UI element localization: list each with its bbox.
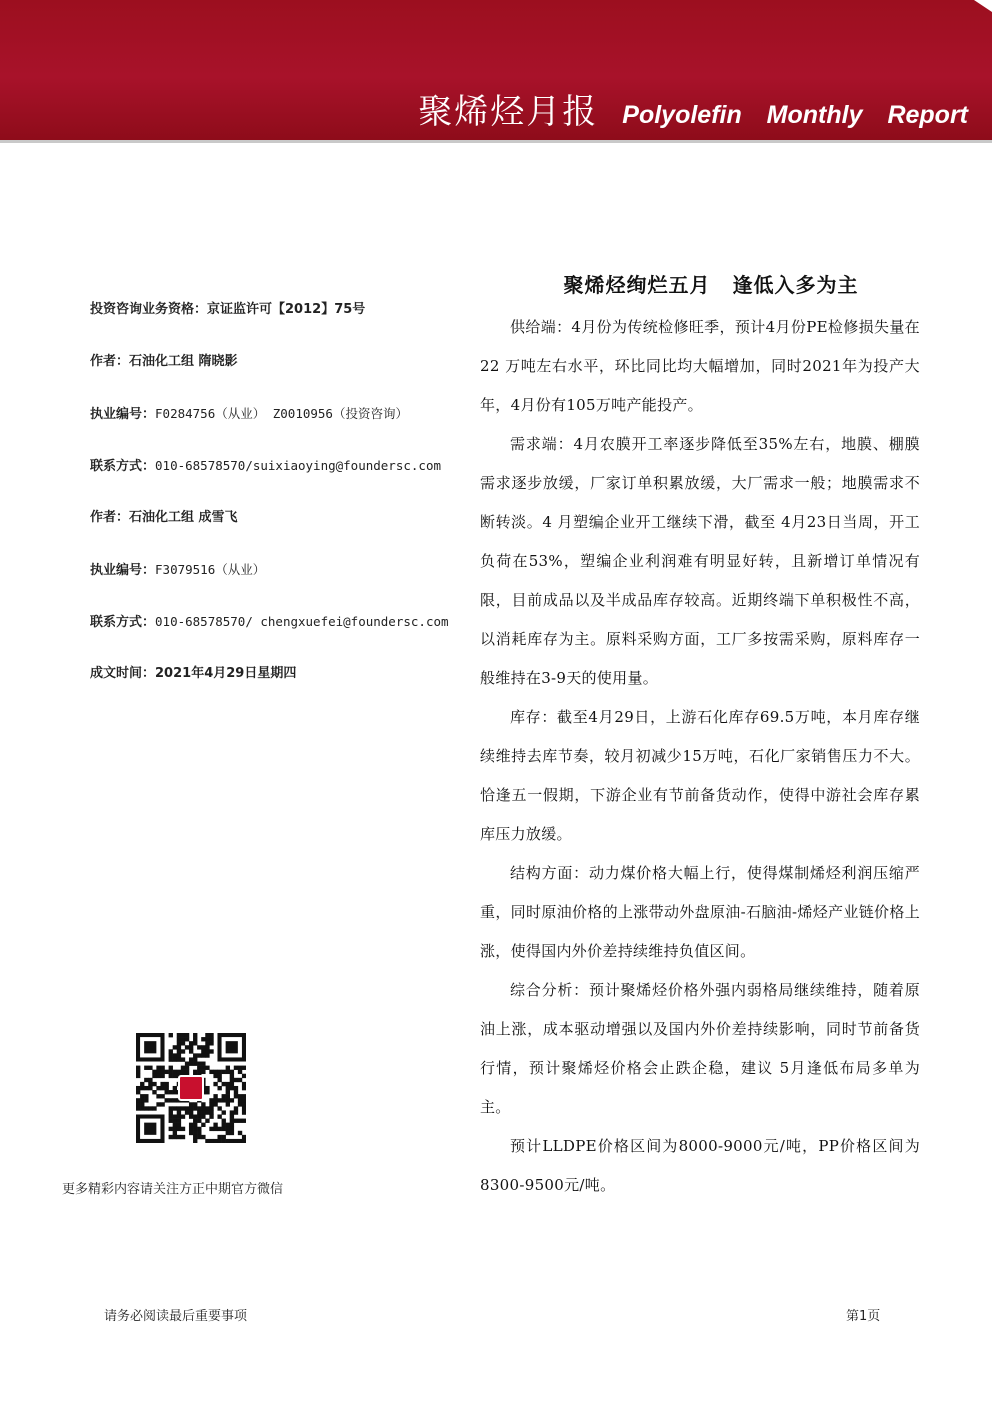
para-supply: 供给端：4月份为传统检修旺季，预计4月份PE检修损失量在 22 万吨左右水平，环比同比均大幅增加，同时2021年为投产大年，4月份有105万吨产能投产。 — [480, 318, 920, 414]
meta-license: 投资咨询业务资格：京证监许可【2012】75号 — [90, 302, 366, 317]
page-number: 第1页 — [846, 1309, 881, 1324]
page-corner-fold — [974, 0, 992, 12]
para-structure: 结构方面：动力煤价格大幅上行，使得煤制烯烃利润压缩严重，同时原油价格的上涨带动外盘原油-石脑油-烯烃产业链价格上涨，使得国内外价差持续维持负值区间。 — [480, 864, 920, 960]
meta-author-2: 作者：石油化工组 成雪飞 — [90, 510, 238, 525]
report-title-en: Polyolefin Monthly Report — [622, 101, 968, 129]
author-info — [90, 300, 470, 716]
meta-cert-2: 执业编号：F3079516（从业） — [90, 562, 266, 578]
report-title-cn: 聚烯烃月报 — [418, 92, 599, 132]
meta-contact-1: 联系方式：010-68578570/suixiaoying@foundersc.com — [90, 458, 441, 474]
meta-cert-1: 执业编号：F0284756（从业） Z0010956（投资咨询） — [90, 406, 408, 422]
article-title: 聚烯烃绚烂五月 逢低入多为主 — [563, 273, 859, 297]
qr-code-icon — [136, 1033, 246, 1143]
para-price-range: 预计LLDPE价格区间为8000-9000元/吨，PP价格区间为8300-9500元/吨。 — [480, 1137, 920, 1194]
meta-contact-2: 联系方式：010-68578570/ chengxuefei@foundersc.com — [90, 614, 449, 630]
qr-caption: 更多精彩内容请关注方正中期官方微信 — [62, 1182, 284, 1197]
meta-date: 成文时间：2021年4月29日星期四 — [90, 666, 297, 681]
para-analysis: 综合分析：预计聚烯烃价格外强内弱格局继续维持，随着原油上涨，成本驱动增强以及国内外价差持续影响，同时节前备货行情，预计聚烯烃价格会止跌企稳，建议 5月逢低布局多单为主。 — [480, 981, 920, 1116]
brand-logo-icon — [178, 1075, 204, 1101]
meta-author-1: 作者：石油化工组 隋晓影 — [90, 354, 238, 369]
article — [480, 268, 920, 1205]
para-inventory: 库存：截至4月29日，上游石化库存69.5万吨，本月库存继续维持去库节奏，较月初减少15万吨，石化厂家销售压力不大。恰逢五一假期，下游企业有节前备货动作，使得中游社会库存累库压力放缓。 — [480, 708, 920, 843]
para-demand: 需求端：4月农膜开工率逐步降低至35%左右，地膜、棚膜需求逐步放缓，厂家订单积累放缓，大厂需求一般；地膜需求不断转淡。4 月塑编企业开工继续下滑，截至 4月23日当周，开工负荷在53%，塑编企业利润难有明显好转，且新增订单情况有限，目前成品以及半成品库存较高。近期终端下单积极性不高，以消耗库存为主。原料采购方面，工厂多按需采购，原料库存一般维持在3-9天的使用量。 — [480, 435, 920, 687]
report-header — [0, 0, 992, 143]
footer-notice: 请务必阅读最后重要事项 — [104, 1309, 248, 1324]
report-title — [418, 84, 968, 133]
